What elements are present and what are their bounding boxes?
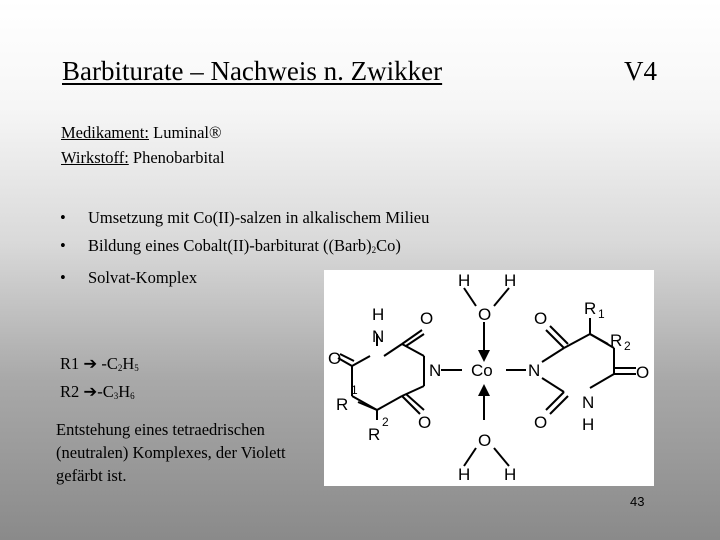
title-text: Barbiturate – Nachweis n. Zwikker: [62, 56, 443, 86]
atom-index: 2: [624, 339, 631, 353]
title-version: V4: [624, 56, 657, 86]
page-number: 43: [630, 494, 645, 509]
atom-o: O: [328, 349, 342, 368]
bullet-text-tail: Co): [376, 236, 401, 255]
atom-h: H: [458, 465, 471, 484]
arrow-icon: ➔: [83, 382, 98, 401]
substituent-list: [60, 352, 139, 408]
r1-sub: 5: [134, 363, 139, 373]
r2-h: H: [118, 382, 131, 401]
r1-sub: 2: [117, 363, 123, 373]
cobalt-complex-structure: [324, 270, 654, 486]
structure-diagram: [324, 270, 654, 486]
r1-value: -C: [101, 354, 118, 373]
atom-o: O: [478, 305, 492, 324]
bullet-subscript: 2: [371, 245, 377, 255]
r2-sub: 3: [113, 391, 119, 401]
medikament-value: Luminal®: [148, 123, 222, 142]
r2-value: -C: [97, 382, 114, 401]
r2-label: R2: [60, 382, 84, 401]
bullet-text: Bildung eines Cobalt(II)-barbiturat ((Barb): [88, 236, 372, 255]
atom-o: O: [478, 431, 492, 450]
atom-labels: [328, 271, 649, 484]
wirkstoff-label: Wirkstoff:: [61, 148, 129, 167]
bullet-item: • Solvat-Komplex: [60, 264, 429, 292]
atom-co: Co: [471, 361, 493, 380]
bullet-item: [60, 232, 429, 264]
substituent-r2: [60, 380, 139, 408]
drug-info: [61, 120, 225, 170]
atom-n: N: [582, 393, 595, 412]
atom-h: H: [582, 415, 595, 434]
slide-title: [62, 54, 657, 88]
atom-n: N: [429, 361, 442, 380]
atom-h: H: [372, 305, 385, 324]
medikament-line: [61, 120, 225, 145]
complex-note: Entstehung eines tetraedrischen (neutralen) Komplexes, der Violett gefärbt ist.: [56, 420, 286, 485]
bullet-item: • Umsetzung mit Co(II)-salzen in alkalischem Milieu: [60, 204, 429, 232]
atom-h: H: [458, 271, 471, 290]
atom-index: 1: [598, 307, 605, 321]
r1-label: R1: [60, 354, 80, 373]
atom-index: 2: [382, 415, 389, 429]
atom-h: H: [504, 465, 517, 484]
atom-o: O: [420, 309, 434, 328]
arrow-icon: ➔: [83, 354, 98, 373]
atom-o: O: [636, 363, 650, 382]
atom-o: O: [534, 309, 548, 328]
atom-n: N: [372, 327, 385, 346]
atom-index: 1: [351, 383, 358, 397]
atom-r: R: [368, 425, 381, 444]
medikament-label: Medikament:: [61, 123, 149, 142]
atom-o: O: [418, 413, 432, 432]
r1-h: H: [122, 354, 135, 373]
wirkstoff-line: [61, 145, 225, 170]
atom-h: H: [504, 271, 517, 290]
atom-r: R: [336, 395, 349, 414]
atom-r: R: [610, 331, 623, 350]
r2-sub: 6: [130, 391, 135, 401]
atom-r: R: [584, 299, 597, 318]
atom-o: O: [534, 413, 548, 432]
wirkstoff-value: Phenobarbital: [128, 148, 225, 167]
atom-n: N: [528, 361, 541, 380]
substituent-r1: [60, 352, 139, 380]
